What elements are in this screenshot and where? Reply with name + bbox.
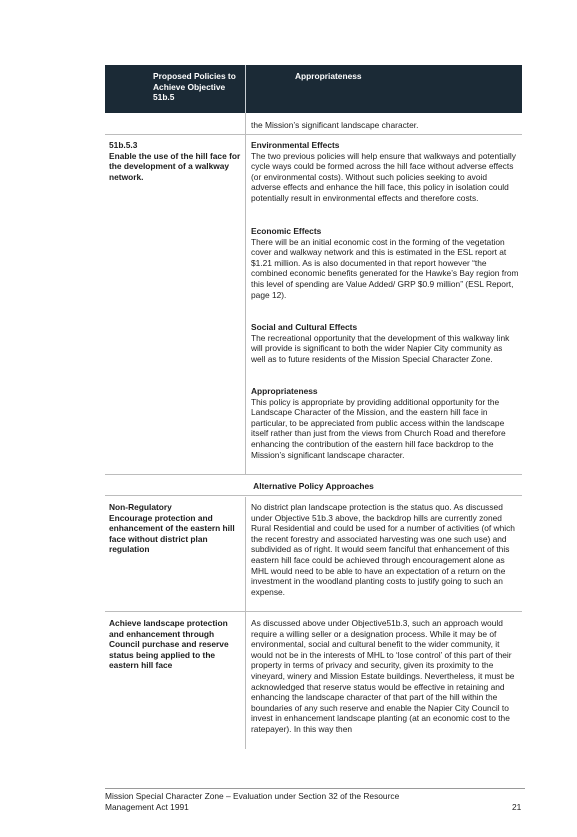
alternative-body: As discussed above under Objective51b.3, such an approach would require a willing seller or a designation process. While it may be of environmental, social and cultural benefit to the wider community, it would not be in the interests of MHL to ‘lose control’ of this part of their property in terms of privacy and security, given its proximity to the vineyard, winery and Mission Estate buildings. Nevertheless, it must be acknowledged that reserve status would be effective in retaining and enhancing the landscape character of that part of the hill within the boundaries of any such reserve and enable the Napier City Council to invest in enhancement landscape planting (at an economic cost to the ratepayer). In this way then [251,618,515,734]
alternative-label-rest: Encourage protection and enhancement of the eastern hill face without district plan regulation [109,512,235,555]
row-divider [105,474,522,475]
page-number: 21 [512,802,522,812]
continuation-text: the Mission’s significant landscape character. [251,120,419,130]
table-header [105,65,522,113]
section-social-cultural [251,322,519,364]
alternative-body: No district plan landscape protection is the status quo. As discussed under Objective 51b.3 above, the backdrop hills are currently zoned Rural Residential and could be used for a number of activities (of which the recent forestry and associated harvesting was one such use) and subdivided as of right. It would seem fanciful that enhancement of this eastern hill face could be achieved through encouragement alone as MHL would need to be able to have an expectation of a return on the investment in the woodland planting costs to justify going to such an expense. [251,502,515,597]
row-divider [105,611,522,612]
column-divider [245,113,246,474]
policy-code: 51b.5.3 [109,140,138,150]
section-environmental [251,140,519,204]
row-divider [105,134,522,135]
alternative-label-line1: Non-Regulatory [109,502,172,512]
policy-title: Enable the use of the hill face for the development of a walkway network. [109,150,241,182]
section-heading: Economic Effects [251,226,322,236]
section-body: The two previous policies will help ensure that walkways and potentially cycle ways could be formed across the hill face without adverse effects (or environmental costs). Without such policies seeking to avoid adverse effects and enhance the hill face, this policy in isolation could potentially result in environmental effects and therefore costs. [251,150,516,203]
alternatives-heading: Alternative Policy Approaches [253,481,374,491]
section-appropriateness [251,386,519,460]
header-divider [245,65,246,113]
alternative-label: Achieve landscape protection and enhancement through Council purchase and reserve status being applied to the eastern hill face [109,618,229,671]
section-body: This policy is appropriate by providing additional opportunity for the Landscape Character of the Mission, and the eastern hill face in particular, to be appreciated from public access within the landscape itself rather than just from the views from Church Road and therefore enhancing the contribution of the eastern hill face backdrop to the Mission’s significant landscape character. [251,396,506,460]
column-divider [245,497,246,749]
alternative-label [109,502,243,555]
section-heading: Appropriateness [251,386,318,396]
section-body: The recreational opportunity that the development of this walkway link will provide is significant to both the wider Napier City community as well as to future residents of the Mission Special Character Zone. [251,332,510,364]
section-body: There will be an initial economic cost in the forming of the vegetation cover and walkway network and this is estimated in the ESL report at $1.21 million. As is also documented in that report however “the combined economic benefits generated for the Hawke’s Bay region from this level of spending are Value Added/ GRP $0.9 million” (ESL Report, page 12). [251,236,519,300]
section-heading: Social and Cultural Effects [251,322,358,332]
header-col-appropriateness: Appropriateness [295,71,362,81]
policy-label [109,140,243,182]
row-divider [105,495,522,496]
section-economic [251,226,519,300]
footer-rule [105,788,525,789]
section-heading: Environmental Effects [251,140,340,150]
header-col-policies: Proposed Policies to Achieve Objective 51b.5 [153,71,236,102]
footer-text: Mission Special Character Zone – Evaluation under Section 32 of the Resource Management Act 1991 [105,791,400,812]
